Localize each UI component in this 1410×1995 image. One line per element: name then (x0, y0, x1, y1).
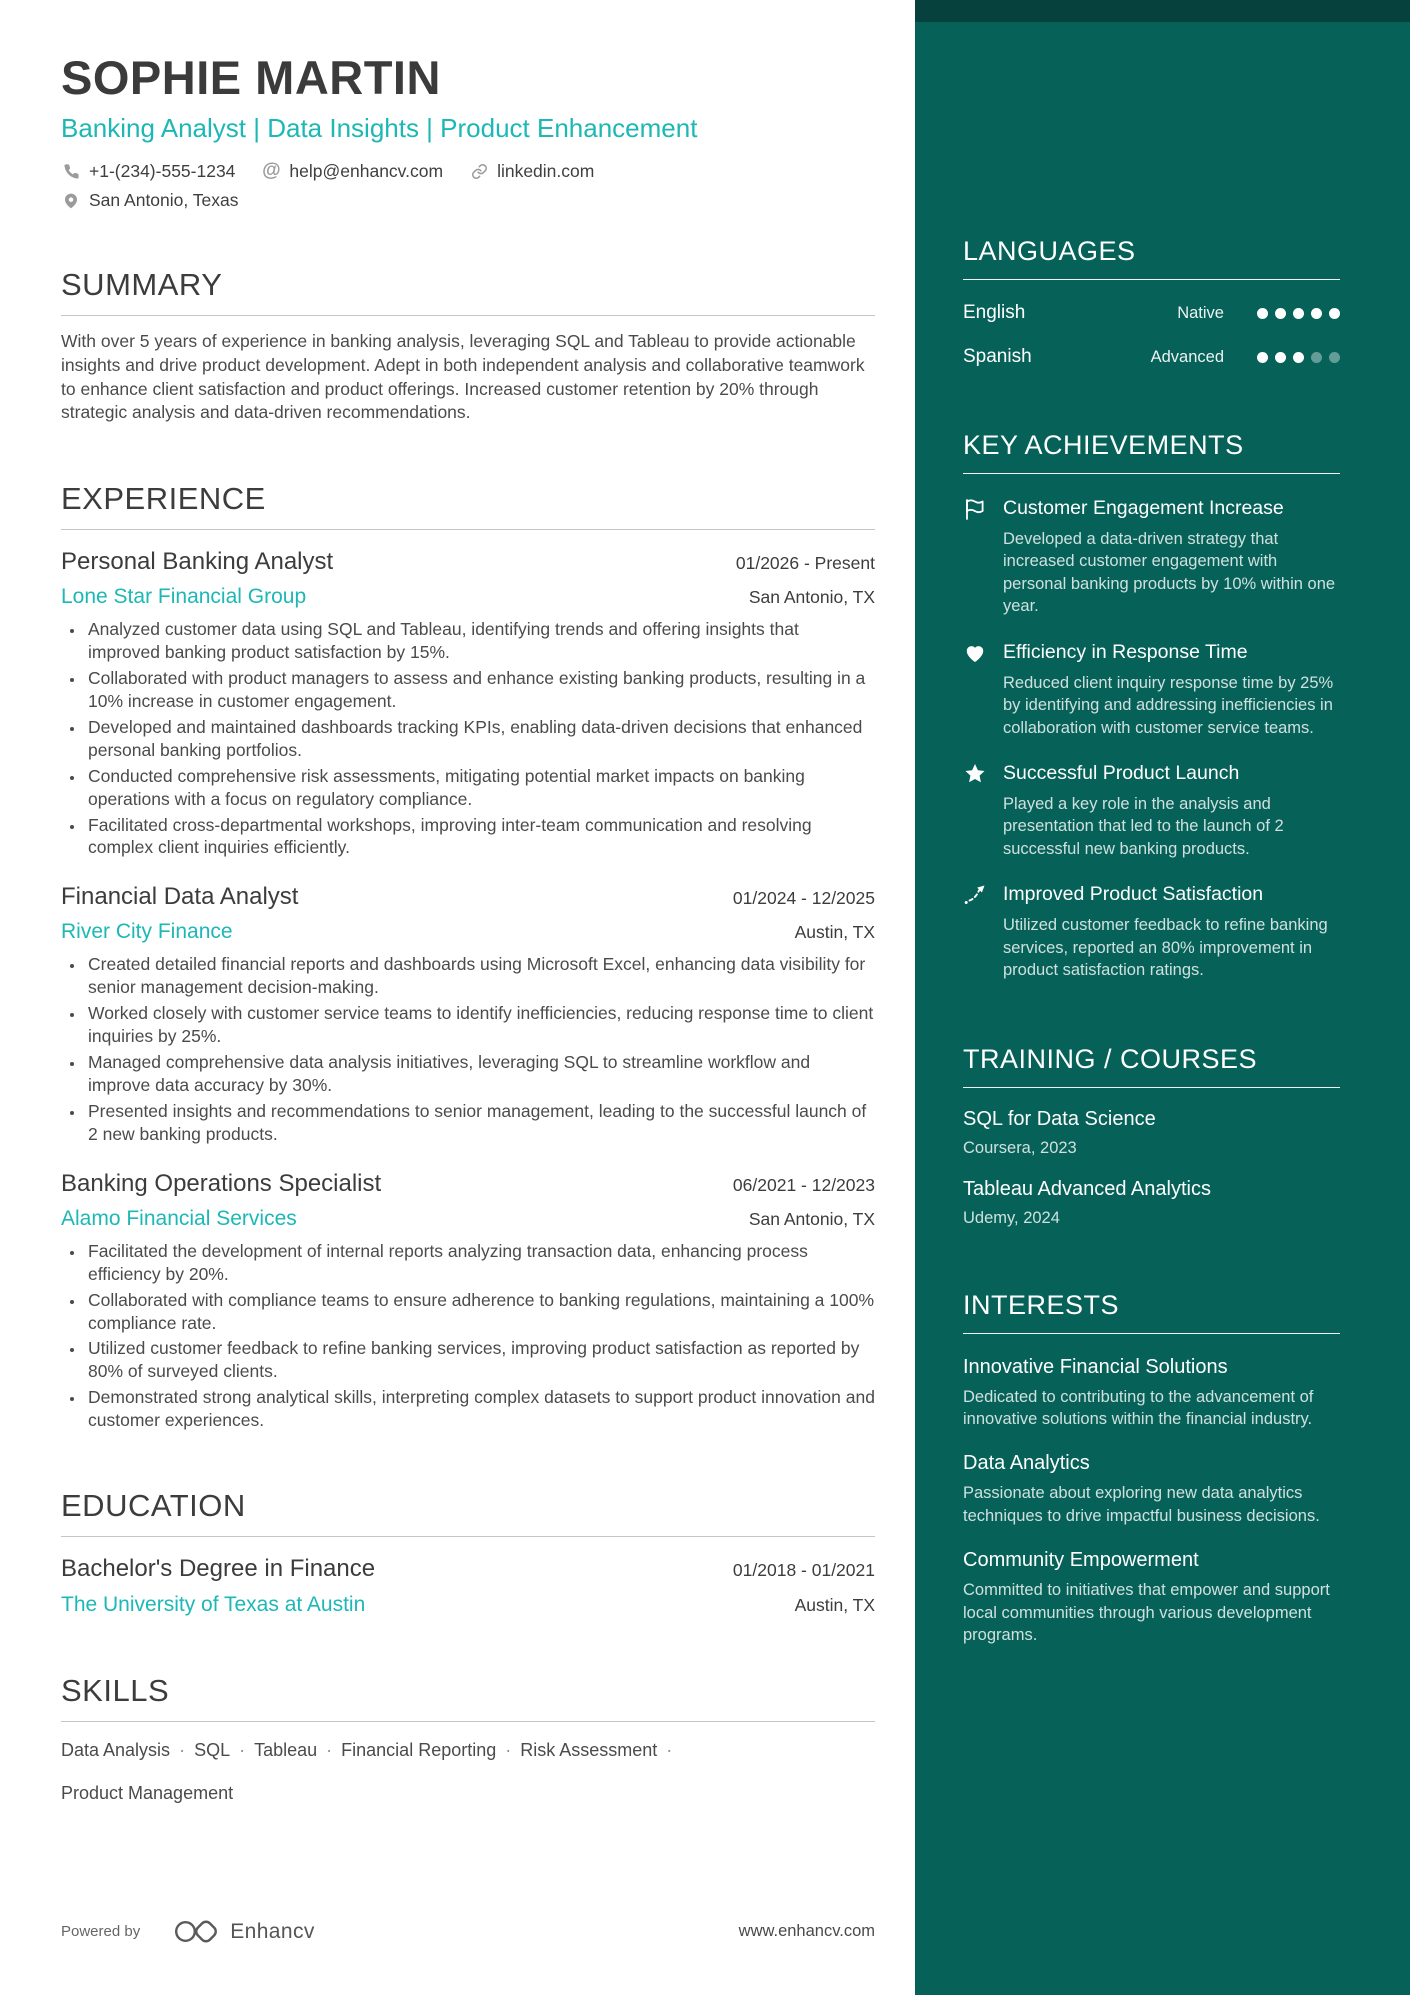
job-company: Lone Star Financial Group (61, 585, 307, 609)
achievement-title: Improved Product Satisfaction (1003, 883, 1264, 906)
interest-item (963, 1356, 1340, 1431)
job-location: San Antonio, TX (748, 587, 875, 608)
job-title: Financial Data Analyst (61, 883, 299, 911)
skill-item: Product Management (61, 1783, 234, 1804)
link-icon (469, 163, 489, 180)
achievement-title: Efficiency in Response Time (1003, 640, 1248, 663)
job-entry (61, 548, 875, 859)
course-item (963, 1108, 1340, 1158)
job-title: Personal Banking Analyst (61, 548, 334, 576)
job-bullet: • Presented insights and recommendations to senior management, leading to the successful launch of 2 new banking products. (85, 1100, 875, 1146)
education-degree: Bachelor's Degree in Finance (61, 1555, 376, 1583)
education-location: Austin, TX (794, 1595, 875, 1616)
summary-text: With over 5 years of experience in banking analysis, leveraging SQL and Tableau to provide actionable insights and drive product development. Adept in both independent analysis and collaborative teamwork to enhance client satisfaction and product offerings. Increased customer retention by 20% through strategic analysis and data-driven recommendations. (61, 331, 865, 423)
site-url[interactable]: www.enhancv.com (738, 1922, 875, 1940)
email-address[interactable]: help@enhancv.com (289, 160, 444, 181)
skill-item: Risk Assessment · (520, 1740, 681, 1761)
candidate-name: SOPHIE MARTIN (61, 51, 441, 104)
job-bullet: • Conducted comprehensive risk assessments, mitigating potential market impacts on banking operations with a focus on regulatory compliance. (85, 765, 875, 811)
interest-desc: Dedicated to contributing to the advancement of innovative solutions within the financial industry. (963, 1387, 1314, 1428)
course-title: Tableau Advanced Analytics (963, 1177, 1211, 1200)
email-item[interactable] (261, 160, 443, 182)
job-bullet: • Utilized customer feedback to refine banking services, improving product satisfaction as reported by 80% of surveyed clients. (85, 1337, 875, 1383)
job-bullet-list (61, 953, 875, 1145)
skills-list (61, 1740, 821, 1804)
job-bullet-list (61, 1240, 875, 1432)
job-bullet: • Created detailed financial reports and dashboards using Microsoft Excel, enhancing data visibility for senior management decision-making. (85, 953, 875, 999)
achievement-item (963, 640, 1340, 739)
phone-icon (61, 163, 81, 180)
interest-item (963, 1549, 1340, 1646)
job-entry (61, 1170, 875, 1432)
job-bullet: • Collaborated with product managers to assess and enhance existing banking products, resulting in a 10% increase in customer engagement. (85, 667, 875, 713)
course-provider: Coursera, 2023 (963, 1138, 1077, 1157)
job-bullet: • Demonstrated strong analytical skills, interpreting complex datasets to support product innovation and customer experiences. (85, 1386, 875, 1432)
achievements-heading: KEY ACHIEVEMENTS (963, 430, 1244, 460)
job-bullet: • Collaborated with compliance teams to ensure adherence to banking regulations, maintaining a 100% compliance rate. (85, 1289, 875, 1335)
job-location: Austin, TX (794, 922, 875, 943)
summary-section (61, 267, 875, 425)
achievement-title: Successful Product Launch (1003, 761, 1240, 784)
experience-heading: EXPERIENCE (61, 481, 266, 517)
achievement-desc: Developed a data-driven strategy that increased customer engagement with personal banking products by 10% within one year. (1003, 529, 1336, 616)
skills-heading: SKILLS (61, 1673, 170, 1709)
phone-number: +1-(234)-555-1234 (89, 160, 236, 181)
achievement-title: Customer Engagement Increase (1003, 497, 1284, 519)
skill-item: Financial Reporting · (341, 1740, 520, 1761)
interest-desc: Passionate about exploring new data analytics techniques to drive impactful business decisions. (963, 1484, 1320, 1525)
language-row (963, 302, 1340, 324)
interests-heading: INTERESTS (963, 1289, 1120, 1320)
languages-heading: LANGUAGES (963, 236, 1136, 266)
training-section (963, 1044, 1340, 1228)
job-dates: 01/2026 - Present (735, 553, 875, 574)
sidebar (915, 0, 1410, 1995)
job-bullet: • Facilitated the development of internal reports analyzing transaction data, enhancing process efficiency by 20%. (85, 1240, 875, 1286)
achievement-desc: Utilized customer feedback to refine banking services, reported an 80% improvement in product satisfaction ratings. (1003, 916, 1328, 980)
job-bullet: • Developed and maintained dashboards tracking KPIs, enabling data-driven decisions that enhanced personal banking portfolios. (85, 716, 875, 762)
interest-title: Innovative Financial Solutions (963, 1355, 1228, 1378)
languages-section (963, 236, 1340, 368)
skill-item: Data Analysis · (61, 1740, 194, 1761)
phone-item (61, 161, 235, 182)
education-dates: 01/2018 - 01/2021 (732, 1560, 875, 1581)
proficiency-dot (1311, 352, 1322, 363)
sidebar-divider (963, 473, 1340, 474)
sidebar-divider (963, 1087, 1340, 1088)
language-level: Native (1177, 303, 1224, 322)
enhancv-brand-text: Enhancv (230, 1919, 315, 1943)
job-bullet: • Managed comprehensive data analysis initiatives, leveraging SQL to streamline workflow and improve data accuracy by 30%. (85, 1051, 875, 1097)
interests-section (963, 1290, 1340, 1647)
interest-title: Community Empowerment (963, 1549, 1199, 1572)
location-row (61, 190, 875, 211)
language-proficiency-dots (1250, 352, 1340, 363)
powered-by-label: Powered by (61, 1923, 141, 1940)
training-heading: TRAINING / COURSES (963, 1043, 1258, 1074)
main-column (61, 0, 875, 1804)
proficiency-dot (1329, 308, 1340, 319)
achievement-item (963, 882, 1340, 981)
star-icon (963, 761, 989, 860)
job-bullet: • Worked closely with customer service teams to identify inefficiencies, reducing response time to client inquiries by 25%. (85, 1002, 875, 1048)
job-company: River City Finance (61, 920, 233, 944)
interest-title: Data Analytics (963, 1452, 1090, 1475)
language-proficiency-dots (1250, 308, 1340, 319)
section-divider (61, 315, 875, 316)
course-item (963, 1178, 1340, 1228)
interest-item (963, 1452, 1340, 1527)
course-provider: Udemy, 2024 (963, 1208, 1060, 1227)
achievement-desc: Played a key role in the analysis and presentation that led to the launch of 2 successful new banking products. (1003, 794, 1284, 858)
language-name: Spanish (963, 346, 1032, 367)
achievement-item (963, 496, 1340, 618)
education-heading: EDUCATION (61, 1488, 246, 1524)
enhancv-logo-icon (174, 1918, 220, 1945)
section-divider (61, 529, 875, 530)
page-footer (61, 1918, 875, 1945)
education-section (61, 1488, 875, 1617)
proficiency-dot (1329, 352, 1340, 363)
job-dates: 01/2024 - 12/2025 (732, 888, 875, 909)
proficiency-dot (1275, 352, 1286, 363)
summary-heading: SUMMARY (61, 267, 223, 302)
proficiency-dot (1311, 308, 1322, 319)
job-location: San Antonio, TX (748, 1208, 875, 1229)
course-title: SQL for Data Science (963, 1107, 1156, 1130)
education-school: The University of Texas at Austin (61, 1593, 366, 1617)
achievement-item (963, 761, 1340, 860)
language-name: English (963, 302, 1026, 323)
job-dates: 06/2021 - 12/2023 (732, 1174, 875, 1195)
interest-desc: Committed to initiatives that empower and support local communities through various development programs. (963, 1581, 1330, 1645)
proficiency-dot (1293, 352, 1304, 363)
heart-icon (963, 640, 989, 739)
proficiency-dot (1257, 308, 1268, 319)
skills-section (61, 1673, 875, 1804)
job-bullet: • Facilitated cross-departmental workshops, improving inter-team communication and resolving complex client inquiries efficiently. (85, 814, 875, 860)
contact-row (61, 160, 875, 182)
location-text: San Antonio, Texas (89, 190, 239, 210)
candidate-headline: Banking Analyst | Data Insights | Product Enhancement (61, 113, 698, 143)
trend-arrow-icon (963, 882, 989, 981)
language-row (963, 346, 1340, 368)
flag-icon (963, 496, 989, 618)
achievement-desc: Reduced client inquiry response time by 25% by identifying and addressing inefficiencies in collaboration with customer service teams. (1003, 673, 1334, 737)
experience-section (61, 481, 875, 1432)
proficiency-dot (1275, 308, 1286, 319)
language-level: Advanced (1150, 347, 1224, 366)
skill-item: SQL · (194, 1740, 254, 1761)
email-icon: @ (262, 160, 281, 181)
job-title: Banking Operations Specialist (61, 1169, 382, 1197)
section-divider (61, 1721, 875, 1722)
achievements-section (963, 430, 1340, 982)
sidebar-divider (963, 1333, 1340, 1334)
skill-item: Tableau · (254, 1740, 341, 1761)
sidebar-divider (963, 279, 1340, 280)
location-item (61, 190, 239, 211)
link-text[interactable]: linkedin.com (497, 160, 595, 181)
job-company: Alamo Financial Services (61, 1206, 297, 1230)
location-pin-icon (61, 192, 81, 210)
proficiency-dot (1293, 308, 1304, 319)
job-bullet: • Analyzed customer data using SQL and Tableau, identifying trends and offering insights that improved banking product satisfaction by 15%. (85, 618, 875, 664)
link-item[interactable] (469, 161, 594, 182)
proficiency-dot (1257, 352, 1268, 363)
job-entry (61, 883, 875, 1145)
resume-header (61, 0, 875, 211)
sidebar-top-band (915, 0, 1410, 22)
job-bullet-list (61, 618, 875, 859)
